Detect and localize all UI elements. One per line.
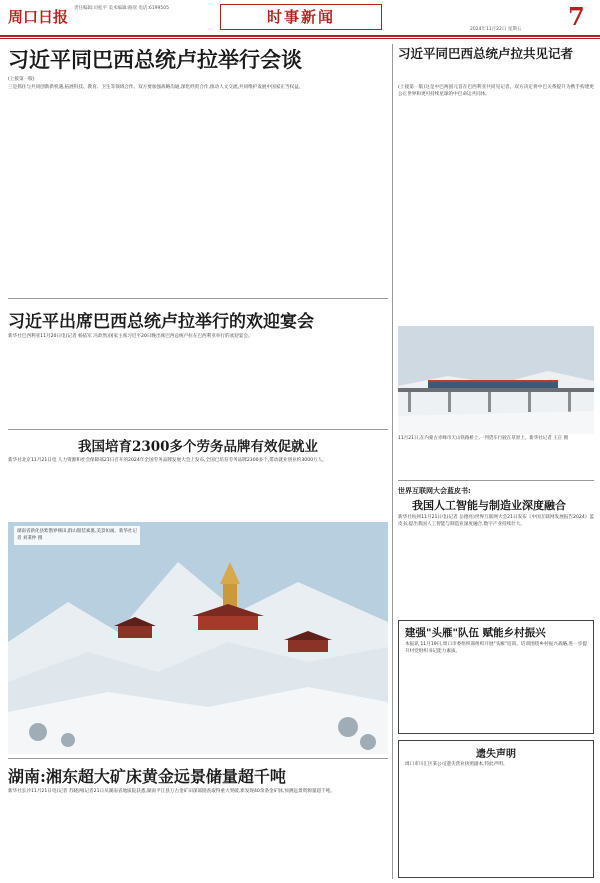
notice-box <box>398 740 594 878</box>
snow-mountain-photo <box>8 522 388 754</box>
header-rule-thin <box>0 38 600 39</box>
article-2-title: 习近平出席巴西总统卢拉举行的欢迎宴会 <box>8 312 314 332</box>
article-1-body: 三是抓住与共同创新新机遇,拓展科技、教育、卫生等领域合作。双方要加强战略沟通,深化经贸合作,推动人文交流,共同维护发展中国家正当权益。 <box>8 85 304 90</box>
photo-illustration <box>8 522 388 754</box>
train-photo <box>398 326 594 434</box>
article-4-body: 新华社长沙11月21日电(记者 苏晓洲)记者21日从湖南省地质院获悉,湖南平江县万古金矿田深部勘查取得重大突破,新发现40余条金矿脉,预测远景资源量超千吨。 <box>8 789 335 794</box>
article-1-title: 习近平同巴西总统卢拉举行会谈 <box>8 47 302 72</box>
right-1-title: 习近平同巴西总统卢拉共见记者 <box>398 46 574 61</box>
right-3-title: 建强"头雁"队伍 赋能乡村振兴 <box>405 627 546 639</box>
article-2-body: 新华社巴西利亚11月20日电(记者 杨依军 冯歆然)国家主席习近平20日晚出席巴西总统卢拉在巴西利亚举行的欢迎宴会。 <box>8 334 253 339</box>
photo-1-caption: 湖南省新化县紫鹊界梯田,群山银装素裹,美景如画。新华社记者 刘秉仲 摄 <box>14 526 140 545</box>
right-4-title: 遗失声明 <box>476 749 516 760</box>
article-4-title: 湖南:湘东超大矿床黄金远景储量超千吨 <box>8 767 286 786</box>
article-3-body: 新华社北京11月21日电 人力资源和社会保障部21日召开的2024年全国劳务品牌发展大会上发布,全国已培育劳务品牌2300多个,带动就业创业约3000万人。 <box>8 458 327 463</box>
column-divider <box>392 44 393 879</box>
header-rule <box>0 35 600 37</box>
article-3-title: 我国培育2300多个劳务品牌有效促就业 <box>77 439 319 455</box>
divider <box>8 758 388 759</box>
newspaper-logo: 周口日报 <box>8 8 69 26</box>
masthead <box>0 0 600 36</box>
editor-info: 责任编辑:司松平 美术编辑:路瑶 电话:6199505 <box>74 6 169 11</box>
divider <box>8 298 388 299</box>
page-number: 7 <box>568 2 585 31</box>
rural-news-box <box>398 620 594 734</box>
right-4-body: 周口市川汇区某公司遗失营业执照副本,特此声明。 <box>405 762 508 767</box>
right-2-body: 新华社杭州11月21日电(记者 岳德亮)世界互联网大会21日发布《中国互联网发展报告2024》蓝皮书,提出我国人工智能与制造业深度融合,数字产业持续壮大。 <box>398 515 594 528</box>
right-1-body: (上接第一版)这是中巴两国元首在巴西利亚共同见记者。双方决定将中巴关系提升为携手构建更公正世界和更可持续星球的中巴命运共同体。 <box>398 85 594 98</box>
issue-date: 2024年11月22日 星期五 <box>470 27 522 32</box>
photo-2-caption: 11月21日,在内蒙古赤峰市天山铁路桥上,一列货车行驶在草原上。新华社记者 王正 摄 <box>398 436 569 441</box>
divider <box>8 429 388 430</box>
photo-illustration <box>398 326 594 434</box>
right-2-kicker: 世界互联网大会蓝皮书: <box>398 487 471 495</box>
section-title: 时事新闻 <box>220 4 382 30</box>
right-2-title: 我国人工智能与制造业深度融合 <box>412 499 566 512</box>
article-1-lead: (上接第一版) <box>8 77 35 82</box>
divider <box>398 480 594 481</box>
right-3-body: 本报讯 11月19日,周口市委组织部组织开展"头雁"培训。培训围绕乡村振兴战略,进一步提升村党组织书记能力素质。 <box>405 642 587 655</box>
